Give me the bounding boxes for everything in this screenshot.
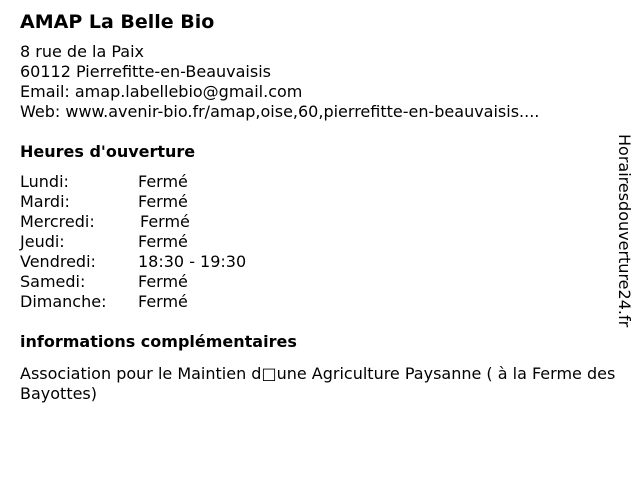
hours-row-monday: [20, 172, 610, 192]
hours-value: Fermé: [140, 212, 190, 231]
watermark-container: [612, 134, 636, 346]
business-card: [20, 10, 616, 404]
site-watermark: Horairesdouverture24.fr: [615, 134, 634, 328]
business-name: AMAP La Belle Bio: [20, 11, 215, 33]
hours-row-tuesday: [20, 192, 610, 212]
info-description: Association pour le Maintien d□une Agriculture Paysanne ( à la Ferme des Bayottes): [20, 364, 616, 403]
day-label: Samedi:: [20, 272, 86, 291]
day-label: Lundi:: [20, 172, 69, 191]
hours-value: Fermé: [138, 232, 188, 251]
email-line[interactable]: Email: amap.labellebio@gmail.com: [20, 82, 303, 101]
hours-value: Fermé: [138, 292, 188, 311]
hours-table: [20, 172, 610, 312]
day-label: Vendredi:: [20, 252, 96, 271]
hours-row-saturday: [20, 272, 610, 292]
day-label: Dimanche:: [20, 292, 107, 311]
day-label: Mardi:: [20, 192, 70, 211]
hours-value: 18:30 - 19:30: [138, 252, 247, 271]
hours-row-wednesday: [20, 212, 610, 232]
hours-row-thursday: [20, 232, 610, 252]
city-line: 60112 Pierrefitte-en-Beauvaisis: [20, 62, 271, 81]
hours-row-sunday: [20, 292, 610, 312]
day-label: Jeudi:: [20, 232, 65, 251]
day-label: Mercredi:: [20, 212, 95, 231]
hours-heading: Heures d'ouverture: [20, 142, 196, 161]
info-heading: informations complémentaires: [20, 332, 297, 351]
address-block: [20, 42, 610, 122]
street-address: 8 rue de la Paix: [20, 42, 144, 61]
website-line[interactable]: Web: www.avenir-bio.fr/amap,oise,60,pierrefitte-en-beauvaisis....: [20, 102, 540, 121]
hours-row-friday: [20, 252, 610, 272]
hours-value: Fermé: [138, 172, 188, 191]
hours-value: Fermé: [138, 272, 188, 291]
hours-value: Fermé: [138, 192, 188, 211]
